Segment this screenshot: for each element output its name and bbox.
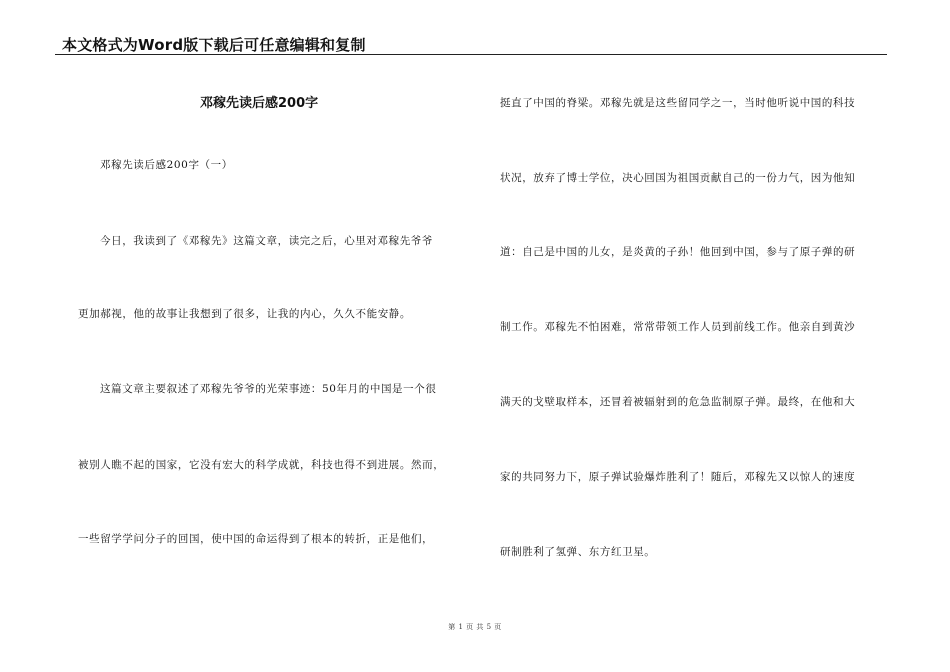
paragraph-subtitle: 邓稼先读后感200字（一） [100,159,233,171]
paragraph-line: 满天的戈壁取样本，还冒着被辐射到的危急监制原子弹。最终，在他和大 [500,396,856,408]
paragraph-line: 今日，我读到了《邓稼先》这篇文章，读完之后，心里对邓稼先爷爷 [100,235,433,247]
paragraph-line: 状况，放弃了博士学位，决心回国为祖国贡献自己的一份力气，因为他知 [500,172,856,184]
paragraph-line: 更加郝视，他的故事让我想到了很多，让我的内心，久久不能安静。 [78,308,411,320]
paragraph-line: 制工作。邓稼先不怕困难，常常带领工作人员到前线工作。他亲自到黄沙 [500,321,856,333]
paragraph-line: 被别人瞧不起的国家，它没有宏大的科学成就，科技也得不到进展。然而， [78,459,445,471]
page-number: 第 1 页 共 5 页 [448,623,502,631]
paragraph-line: 这篇文章主要叙述了邓稼先爷爷的光荣事迹：50年月的中国是一个很 [100,383,437,395]
paragraph-line: 研制胜利了氢弹、东方红卫星。 [500,546,656,558]
paragraph-line: 道：自己是中国的儿女，是炎黄的子孙！他回到中国，参与了原子弹的研 [500,246,856,258]
paragraph-line: 家的共同努力下，原子弹试验爆炸胜利了！随后，邓稼先又以惊人的速度 [500,471,856,483]
document-title: 邓稼先读后感200字 [200,96,319,111]
banner-divider [55,54,887,55]
paragraph-line: 挺直了中国的脊梁。邓稼先就是这些留同学之一，当时他听说中国的科技 [500,97,856,109]
download-banner: 本文格式为Word版下载后可任意编辑和复制 [62,36,366,54]
paragraph-line: 一些留学学问分子的回国，使中国的命运得到了根本的转折，正是他们， [78,533,434,545]
